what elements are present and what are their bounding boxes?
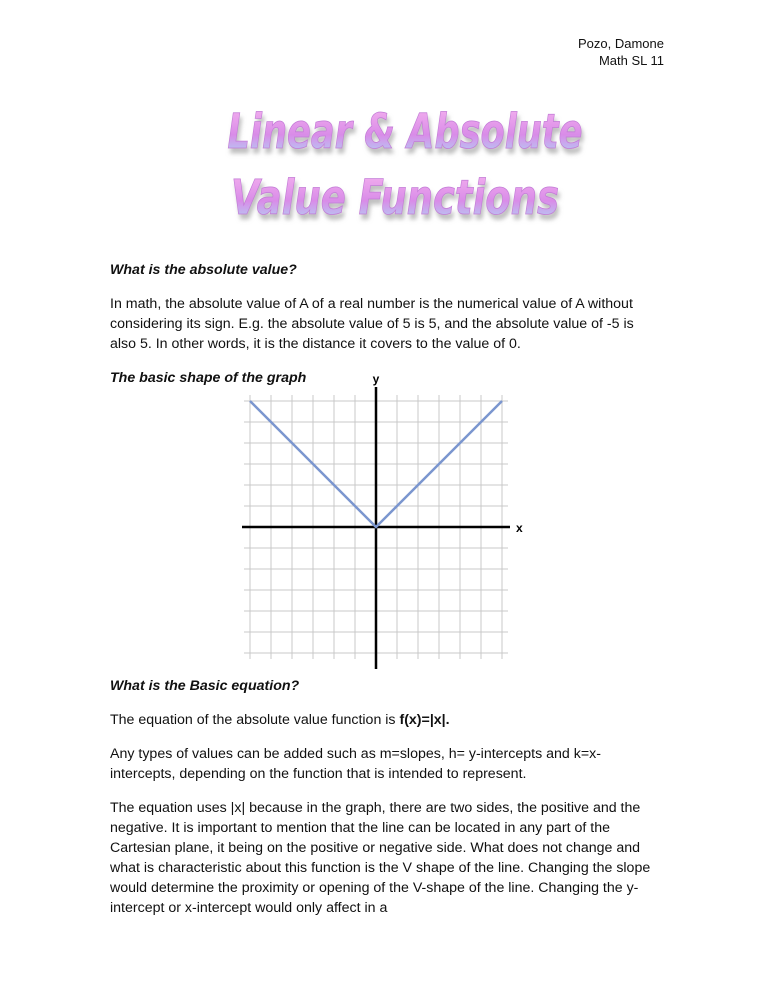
- basic-equation-heading: What is the Basic equation?: [110, 678, 300, 694]
- document-header: [578, 35, 664, 69]
- absolute-value-graph: [230, 372, 530, 654]
- course-name: Math SL 11: [598, 53, 664, 68]
- content-bottom: [110, 676, 658, 932]
- y-axis-label: y: [372, 372, 380, 386]
- absolute-value-definition: In math, the absolute value of A of a real number is the numerical value of A without considering its sign. E.g. the absolute value of 5 is 5, and the absolute value of -5 is also 5. In other words, it is the distance it covers to the value of 0.: [110, 296, 634, 352]
- title-line-1: Linear & Absolute: [227, 104, 583, 160]
- explanation-paragraph: The equation uses |x| because in the graph, there are two sides, the positive and the negative. It is important to mention that the line can be located in any part of the Cartesian plane, it being on the positive or negative side. What does not change and what is characteristic about this function is the V shape of the line. Changing the slope would determine the proximity or opening of the V-shape of the line. Changing the y-intercept or x-intercept would only affect in a: [110, 800, 651, 916]
- graph-shape-heading: The basic shape of the graph: [110, 370, 307, 386]
- equation-sentence: [110, 710, 658, 730]
- content-top: [110, 260, 658, 402]
- equation-intro: The equation of the absolute value function is: [110, 712, 400, 728]
- title-line-2: Value Functions: [231, 170, 559, 226]
- author-name: Pozo, Damone: [578, 36, 664, 51]
- values-paragraph: Any types of values can be added such as m=slopes, h= y-intercepts and k=x-intercepts, depending on the function that is intended to represent.: [110, 746, 601, 782]
- equation-formula: f(x)=|x|.: [399, 712, 450, 728]
- title-wordart: [220, 92, 590, 232]
- question-absolute-value: What is the absolute value?: [110, 262, 297, 278]
- x-axis-label: x: [516, 521, 523, 535]
